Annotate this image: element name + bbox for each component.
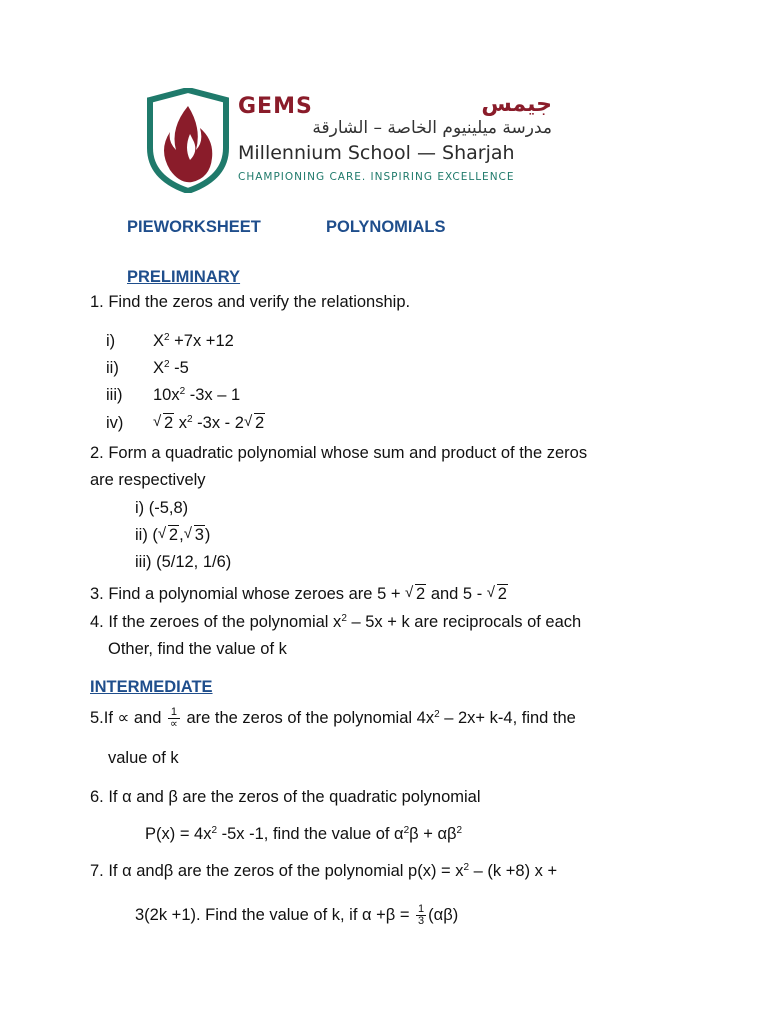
q2-item-2: ii) (√ 2,√ 3) [135, 525, 210, 545]
school-logo [140, 88, 560, 193]
topic-title: POLYNOMIALS [326, 218, 446, 236]
question-6-line-2: $P(x) = 4x^2$ -5x -1, find the value of $\alpha^2\beta + \alpha\beta^2$ [145, 825, 463, 843]
question-7-line-2: 3(2k +1). Find the value of k, if α +β = $\frac{1}{3}$ (αβ) [135, 903, 459, 927]
sqrt-symbol: √ 2 [244, 413, 265, 433]
section-heading-intermediate: INTERMEDIATE [90, 678, 213, 696]
question-5-line-1: 5.If ∝ and $\frac{1}{\propto}$ are the zeros of the polynomial $4x^2 - 2x+ k-4$, find the [90, 706, 576, 730]
crest-icon [140, 88, 236, 193]
question-5-line-2: value of k [108, 749, 179, 767]
worksheet-title: PIEWORKSHEET [127, 218, 261, 236]
q2-item-1: i) (-5,8) [135, 499, 189, 517]
logo-text [236, 88, 560, 193]
sqrt-symbol: √ 2 [487, 584, 508, 604]
q2-item-3: iii) (5/12, 1/6) [135, 553, 232, 571]
sqrt-symbol: √ 2 [405, 584, 426, 604]
question-6-line-1: 6. If α and β are the zeros of the quadratic polynomial [90, 788, 481, 806]
question-2-line-1: 2. Form a quadratic polynomial whose sum and product of the zeros [90, 444, 588, 462]
question-7-line-1: 7. If α andβ are the zeros of the polynomial $p(x) = x^2 - (k +8) x$ + [90, 862, 558, 880]
school-name-arabic: مدرسة ميلينيوم الخاصة – الشارقة [312, 118, 552, 138]
sqrt-symbol: √ 3 [184, 525, 205, 545]
sqrt-symbol: √ 2 [153, 413, 174, 433]
brand-name-arabic: جيمس [481, 92, 552, 117]
school-name: Millennium School — Sharjah [238, 142, 515, 164]
brand-name: GEMS [238, 94, 313, 119]
fraction: $\frac{1}{3}$ [418, 903, 425, 927]
question-1: 1. Find the zeros and verify the relationship. [90, 293, 411, 311]
section-heading-preliminary: PRELIMINARY [127, 268, 241, 286]
fraction: $\frac{1}{\propto}$ [170, 706, 178, 730]
question-2-line-2: are respectively [90, 471, 206, 489]
worksheet-page: GEMS جيمس مدرسة ميلينيوم الخاصة – الشارقة Millennium School — Sharjah CHAMPIONING CARE. INSPIRING EXCELLENCE PIEWORKSHEET POLYNOMIALS PRELIMINARY 1. Find the zeros and verify the relationship. i) $X^2 +7x +12$ ii) $X^2$ -5 iii) $10x^2$ -3x – 1 iv) √ 2 $x^2$ -3x - 2√ 2 2. Form a quadratic polynomial whose sum and product of the zeros are respectively i) (-5,8) ii) (√ 2,√ 3) iii) (5/12, 1/6) 3. Find a polynomial whose zeroes are 5 + √ 2 and 5 - √ 2 4. If the zeroes of the polynomial $x^2 - 5x + k$ are reciprocals of each Other, find the value of k INTERMEDIATE 5.If ∝ and $\frac{1}{\propto}$ are the zeros of the polynomial $4x^2 - 2x+ k-4$, find the value of k 6. If α and β are the zeros of the quadratic polynomial $P(x) = 4x^2$ -5x -1, find the value of $\alpha^2\beta + \alpha\beta^2$ 7. If α andβ are the zeros of the polynomial $p(x) = x^2 - (k +8) x$ + 3(2k +1). Find the value of k, if α +β = $\frac{1}{3}$ (αβ) [0, 0, 768, 1024]
sqrt-symbol: √ 2 [158, 525, 179, 545]
question-4-line-1: 4. If the zeroes of the polynomial $x^2 - 5x + k$ are reciprocals of each [90, 613, 582, 631]
tagline: CHAMPIONING CARE. INSPIRING EXCELLENCE [238, 171, 515, 183]
question-3: 3. Find a polynomial whose zeroes are 5 + √ 2 and 5 - √ 2 [90, 584, 508, 604]
question-4-line-2: Other, find the value of k [108, 640, 287, 658]
